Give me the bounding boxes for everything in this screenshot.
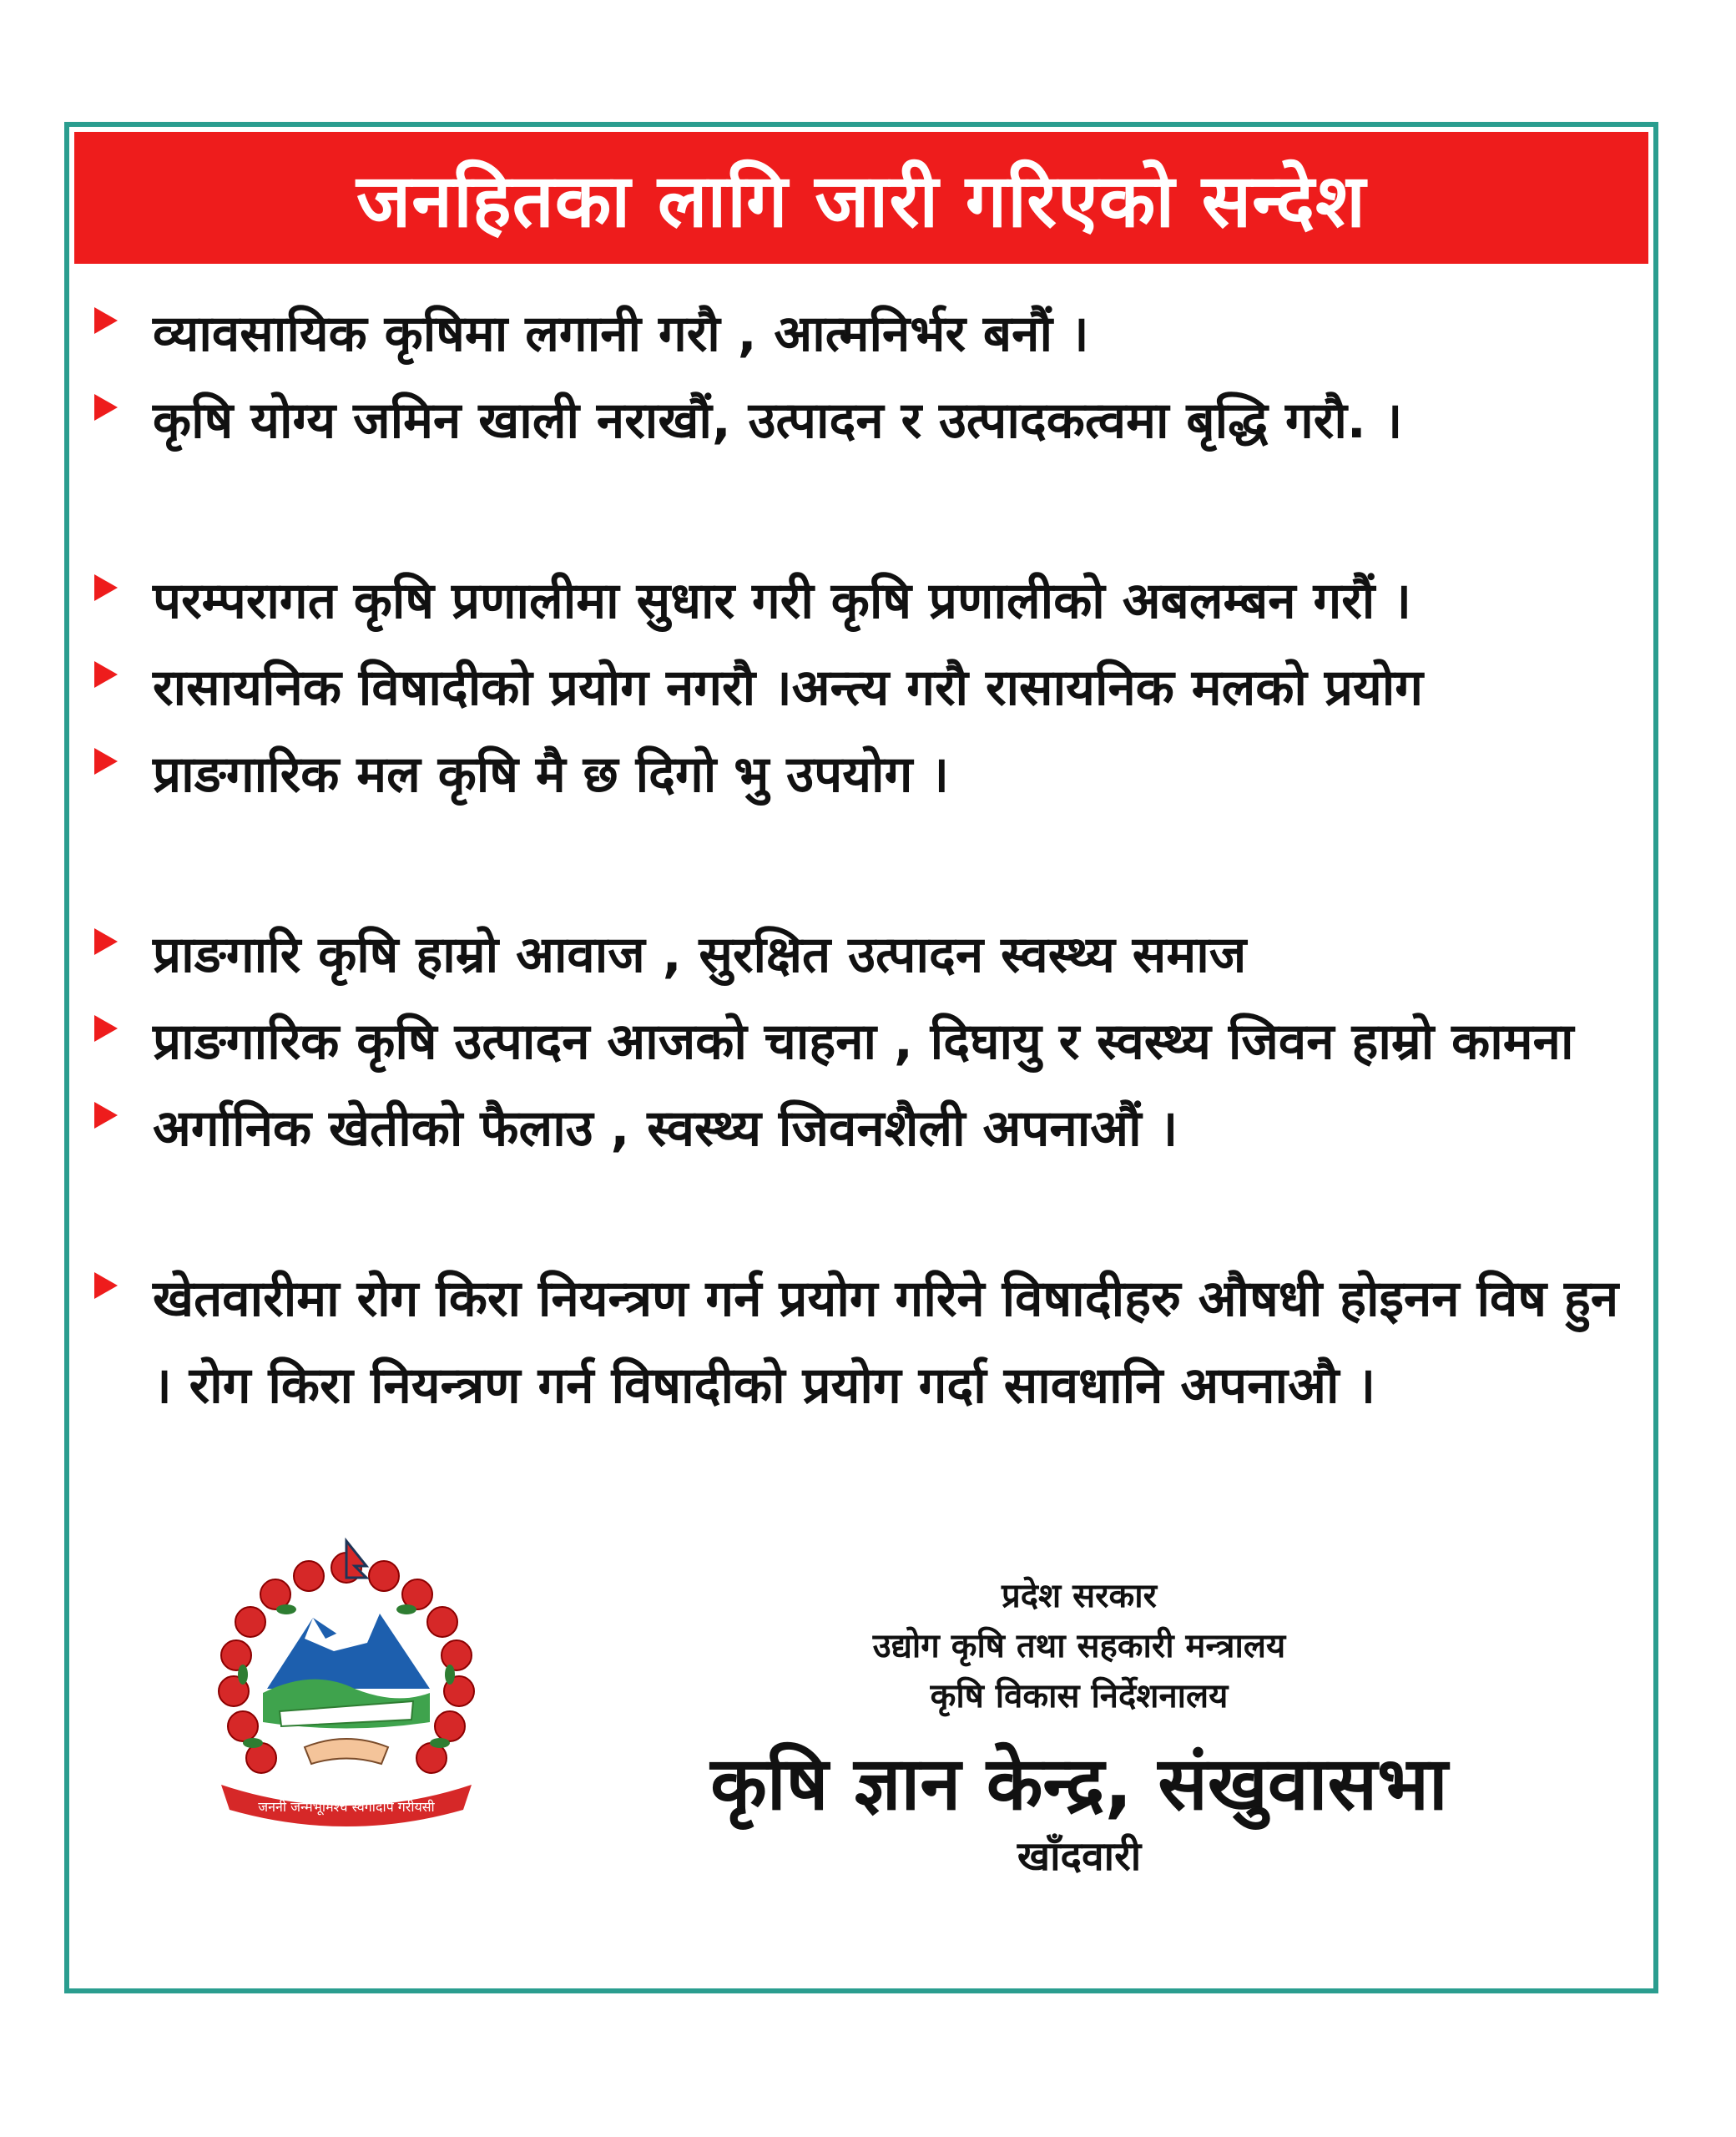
emblem-motto: जननी जन्मभूमिश्च स्वर्गादपि गरीयसी [258,1799,435,1815]
issuer-line-directorate: कृषि विकास निर्देशनालय [930,1677,1229,1715]
list-item [94,731,1647,818]
triangle-bullet-icon [94,748,118,775]
list-item [94,377,1647,464]
office-place: खाँदवारी [1017,1833,1142,1880]
triangle-bullet-icon [94,661,118,688]
banner-title: जनहितका लागि जारी गरिएको सन्देश [356,158,1367,244]
triangle-bullet-icon [94,928,118,955]
triangle-bullet-icon [94,1102,118,1129]
issuer-block [587,1571,1572,1883]
message-text: व्यावसायिक कृषिमा लगानी गरौ , आत्मनिर्भर बनौं । [153,305,1089,363]
triangle-bullet-icon [94,394,118,421]
message-text: प्राङगारि कृषि हाम्रो आवाज , सुरक्षित उत्पादन स्वस्थ्य समाज [153,926,1247,984]
message-list [94,290,1647,1429]
triangle-bullet-icon [94,1272,118,1299]
list-item [94,290,1647,377]
issuer-line-government: प्रदेश सरकार [1002,1577,1157,1615]
list-item [94,912,1647,998]
title-banner [74,132,1648,264]
list-item [94,1085,1647,1172]
list-item [94,1255,1647,1429]
list-item [94,998,1647,1085]
triangle-bullet-icon [94,574,118,601]
nepal-emblem-icon [188,1534,505,1835]
message-text: खेतवारीमा रोग किरा नियन्त्रण गर्न प्रयोग गरिने विषादीहरु औषधी होइनन विष हुन । रोग किरा नियन्त्रण गर्न विषादीको प्रयोग गर्दा सावधानि अपनाऔ । [153,1270,1619,1415]
message-text: परम्परागत कृषि प्रणालीमा सुधार गरी कृषि प्रणालीको अबलम्बन गरौं । [153,572,1411,630]
triangle-bullet-icon [94,1015,118,1042]
issuer-line-ministry: उद्योग कृषि तथा सहकारी मन्त्रालय [872,1627,1286,1665]
office-name: कृषि ज्ञान केन्द्र, संखुवासभा [710,1740,1448,1826]
message-text: प्राङगारिक कृषि उत्पादन आजको चाहना , दिघायु र स्वस्थ्य जिवन हाम्रो कामना [153,1013,1574,1071]
triangle-bullet-icon [94,307,118,334]
message-text: कृषि योग्य जमिन खाली नराखौं, उत्पादन र उत्पादकत्वमा बृद्धि गरौ. । [153,392,1403,450]
message-text: प्राङगारिक मल कृषि मै छ दिगो भु उपयोग । [153,745,950,804]
message-text: रासायनिक विषादीको प्रयोग नगरौ ।अन्त्य गरौ रासायनिक मलको प्रयोग [153,659,1424,717]
list-item [94,644,1647,731]
message-text: अर्गानिक खेतीको फैलाउ , स्वस्थ्य जिवनशैली अपनाऔं । [153,1099,1178,1158]
list-item [94,558,1647,644]
